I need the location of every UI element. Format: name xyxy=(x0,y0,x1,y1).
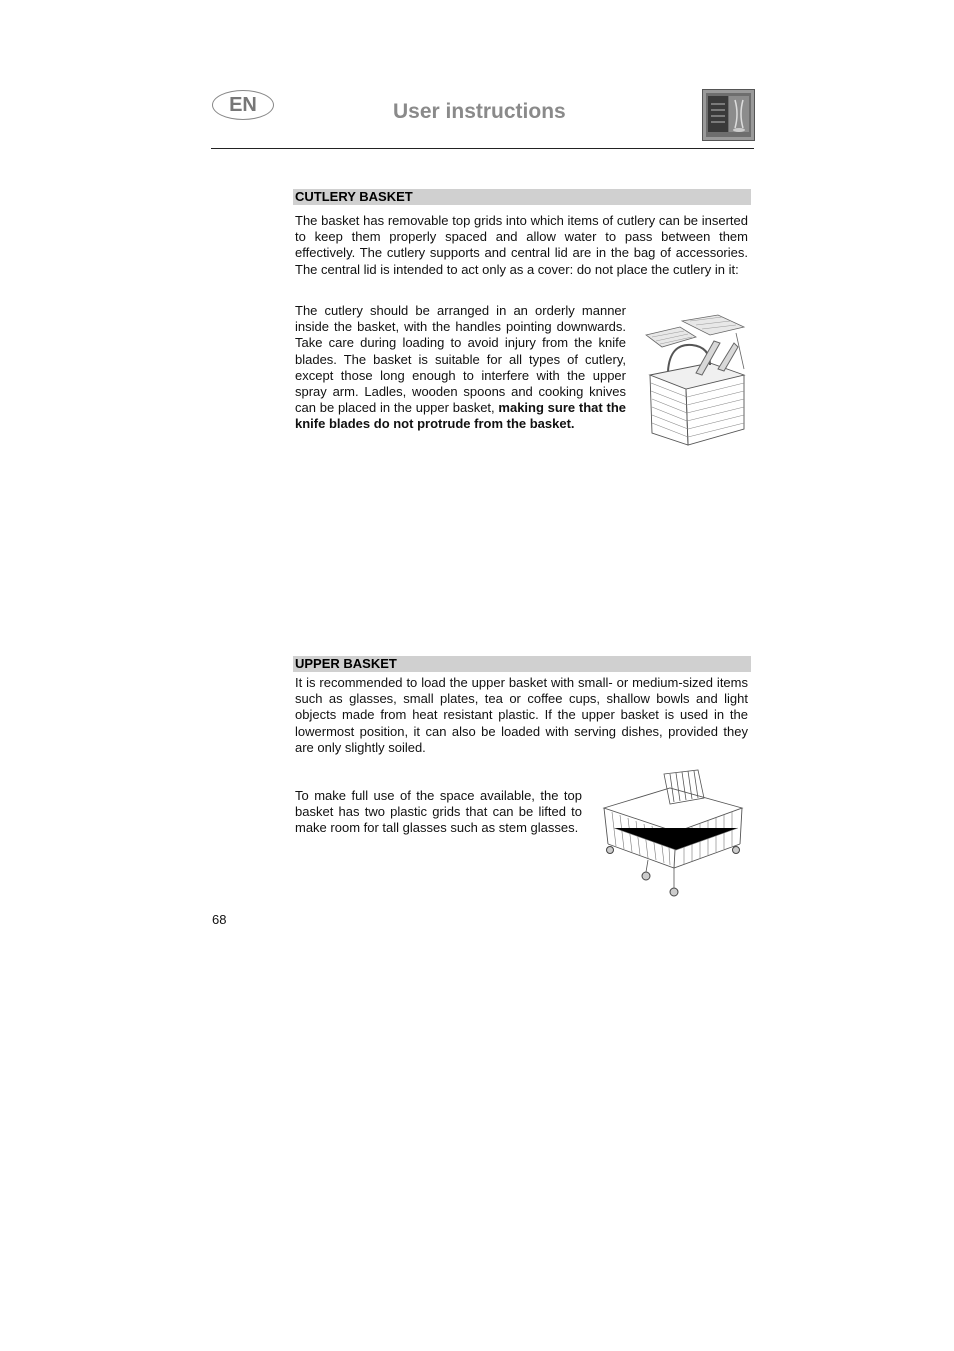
page-title: User instructions xyxy=(393,100,566,123)
cutlery-loading-paragraph xyxy=(295,303,626,433)
section-heading-cutlery-basket: CUTLERY BASKET xyxy=(293,189,751,205)
header-divider xyxy=(211,148,754,149)
page-number: 68 xyxy=(212,912,227,927)
dishwasher-icon xyxy=(702,89,755,141)
language-badge: EN xyxy=(212,90,274,120)
cutlery-warning-text: making sure that the knife blades do not protrude from the basket. xyxy=(295,400,626,432)
cutlery-basket-illustration xyxy=(640,313,752,449)
section-heading-upper-basket: UPPER BASKET xyxy=(293,656,751,672)
cutlery-loading-text: The cutlery should be arranged in an orderly manner inside the basket, with the handles pointing downwards. Take care during loading to avoid injury from the knife blades. The basket is suitable for all types of cutlery, except those long enough to interfere with the upper spray arm. Ladles, wooden spoons and cooking knives can be placed in the upper basket, xyxy=(295,303,626,416)
upper-basket-illustration xyxy=(600,768,746,898)
upper-basket-intro-paragraph: It is recommended to load the upper basket with small- or medium-sized items such as glasses, small plates, tea or coffee cups, shallow bowls and light objects made from heat resistant plastic. If the upper basket is used in the lowermost position, it can also be loaded with serving dishes, provided they are only slightly soiled. xyxy=(295,675,748,755)
upper-basket-grids-paragraph: To make full use of the space available, the top basket has two plastic grids that can be lifted to make room for tall glasses such as stem glasses. xyxy=(295,788,582,836)
cutlery-intro-paragraph: The basket has removable top grids into which items of cutlery can be inserted to keep them properly spaced and allow water to pass between them effectively. The cutlery supports and central lid are in the bag of accessories. The central lid is intended to act only as a cover: do not place the cutlery in it: xyxy=(295,213,748,277)
